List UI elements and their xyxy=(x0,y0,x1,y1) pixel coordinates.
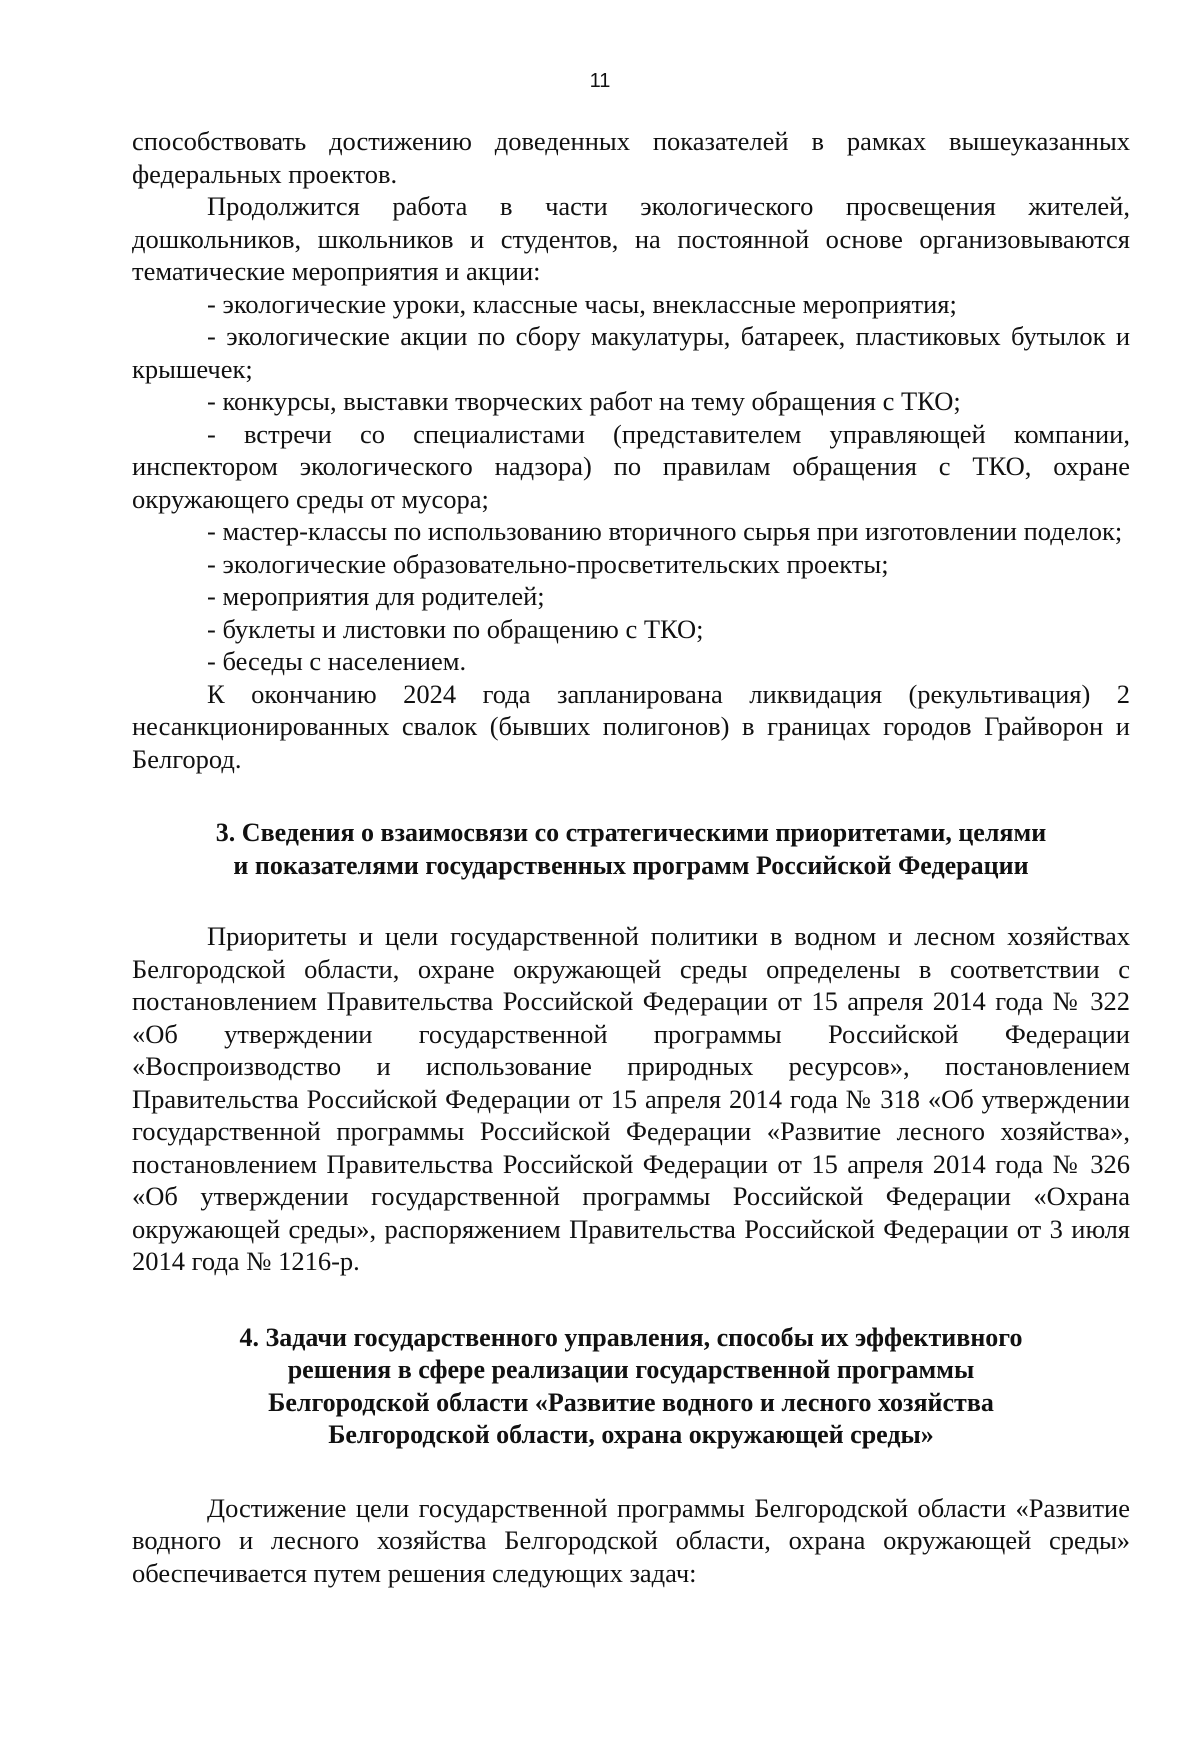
section-4-heading xyxy=(132,1322,1130,1452)
list-item: - беседы с населением. xyxy=(207,646,467,676)
paragraph-landfill-liquidation: К окончанию 2024 года запланирована ликвидация (рекультивация) 2 несанкционированных свалок (бывших полигонов) в границах городов Грайворон и Белгород. xyxy=(132,678,1130,774)
list-item: - встречи со специалистами (представителем управляющей компании, инспектором экологического надзора) по правилам обращения с ТКО, охране окружающего среды от мусора; xyxy=(132,418,1130,514)
paragraph-education: Продолжится работа в части экологического просвещения жителей, дошкольников, школьников и студентов, на постоянной основе организовываются тематические мероприятия и акции: xyxy=(132,191,1130,286)
list-item: - мастер-классы по использованию вторичного сырья при изготовлении поделок; xyxy=(207,516,1123,546)
list-item: - экологические уроки, классные часы, внеклассные мероприятия; xyxy=(207,288,957,319)
paragraph-continuation: способствовать достижению доведенных показателей в рамках вышеуказанных федеральных проектов. xyxy=(132,126,1130,189)
list-item: - экологические образовательно-просветительских проекты; xyxy=(207,548,889,579)
document-body xyxy=(132,125,1130,1589)
section-3-heading-line: 3. Сведения о взаимосвязи со стратегическими приоритетами, целями xyxy=(215,818,1047,847)
section-4-heading-line: решения в сфере реализации государственной программы xyxy=(287,1355,975,1384)
list-item: - экологические акции по сбору макулатуры, батареек, пластиковых бутылок и крышечек; xyxy=(132,321,1130,384)
section-4-heading-line: Белгородской области, охрана окружающей среды» xyxy=(328,1420,934,1449)
section-3-heading-line: и показателями государственных программ Российской Федерации xyxy=(233,850,1029,880)
section-4-paragraph: Достижение цели государственной программы Белгородской области «Развитие водного и лесного хозяйства Белгородской области, охрана окружающей среды» обеспечивается путем решения следующих задач: xyxy=(132,1492,1130,1588)
section-3-heading xyxy=(132,817,1130,882)
section-3-paragraph: Приоритеты и цели государственной политики в водном и лесном хозяйствах Белгородской области, охране окружающей среды определены в соответствии с постановлением Правительства Российской Федерации от 15 апреля 2014 года № 322 «Об утверждении государственной программы Российской Федерации «Воспроизводство и использование природных ресурсов», постановлением Правительства Российской Федерации от 15 апреля 2014 года № 318 «Об утверждении государственной программы Российской Федерации «Развитие лесного хозяйства», постановлением Правительства Российской Федерации от 15 апреля 2014 года № 326 «Об утверждении государственной программы Российской Федерации «Охрана окружающей среды», распоряжением Правительства Российской Федерации от 3 июля 2014 года № 1216-р. xyxy=(132,921,1130,1276)
list-item: - буклеты и листовки по обращению с ТКО; xyxy=(207,613,704,644)
section-4-heading-line: 4. Задачи государственного управления, способы их эффективного xyxy=(239,1322,1023,1352)
page-number: 11 xyxy=(589,70,611,92)
list-item: - мероприятия для родителей; xyxy=(207,581,545,611)
section-4-heading-line: Белгородской области «Развитие водного и лесного хозяйства xyxy=(268,1387,994,1417)
list-item: - конкурсы, выставки творческих работ на тему обращения с ТКО; xyxy=(207,386,961,416)
